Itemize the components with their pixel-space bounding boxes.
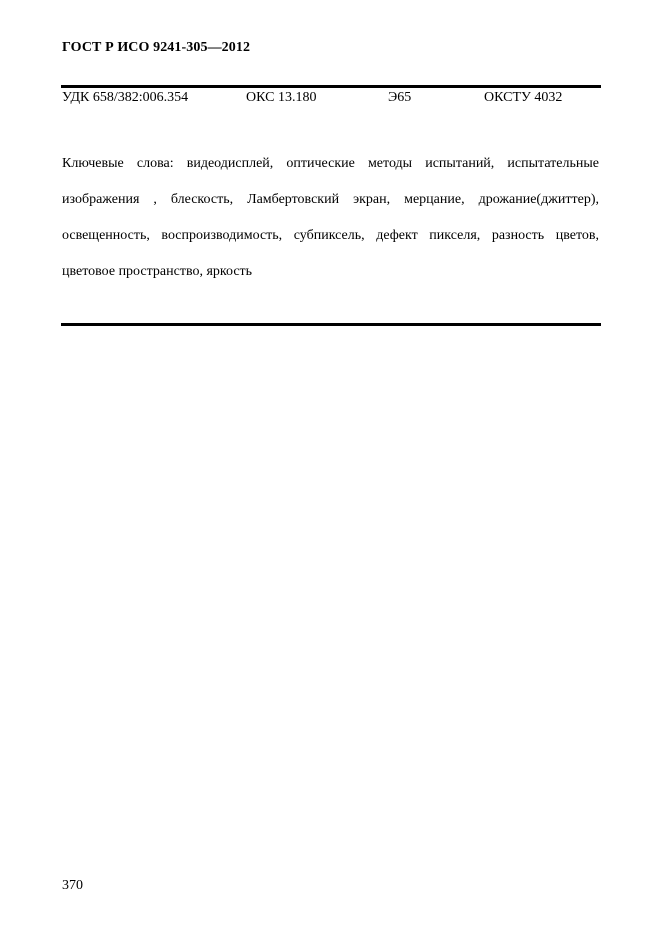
udk-code: УДК 658/382:006.354 [62, 90, 189, 105]
keywords-paragraph: Ключевые слова: видеодисплей, оптические методы испытаний, испытательные изображения , блескость, Ламбертовский экран, мерцание, дрожание(джиттер), освещенность, воспроизводимость, субпиксель, дефект пикселя, разность цветов, цветовое пространство, яркость [62, 156, 599, 279]
top-divider [61, 85, 601, 88]
category-code: Э65 [388, 90, 412, 105]
document-header-title: ГОСТ Р ИСО 9241-305—2012 [62, 40, 251, 55]
okstu-code: ОКСТУ 4032 [484, 90, 563, 105]
bottom-divider [61, 323, 601, 326]
classification-codes-row [0, 90, 661, 108]
oks-code: ОКС 13.180 [246, 90, 317, 105]
page-number: 370 [62, 878, 83, 893]
